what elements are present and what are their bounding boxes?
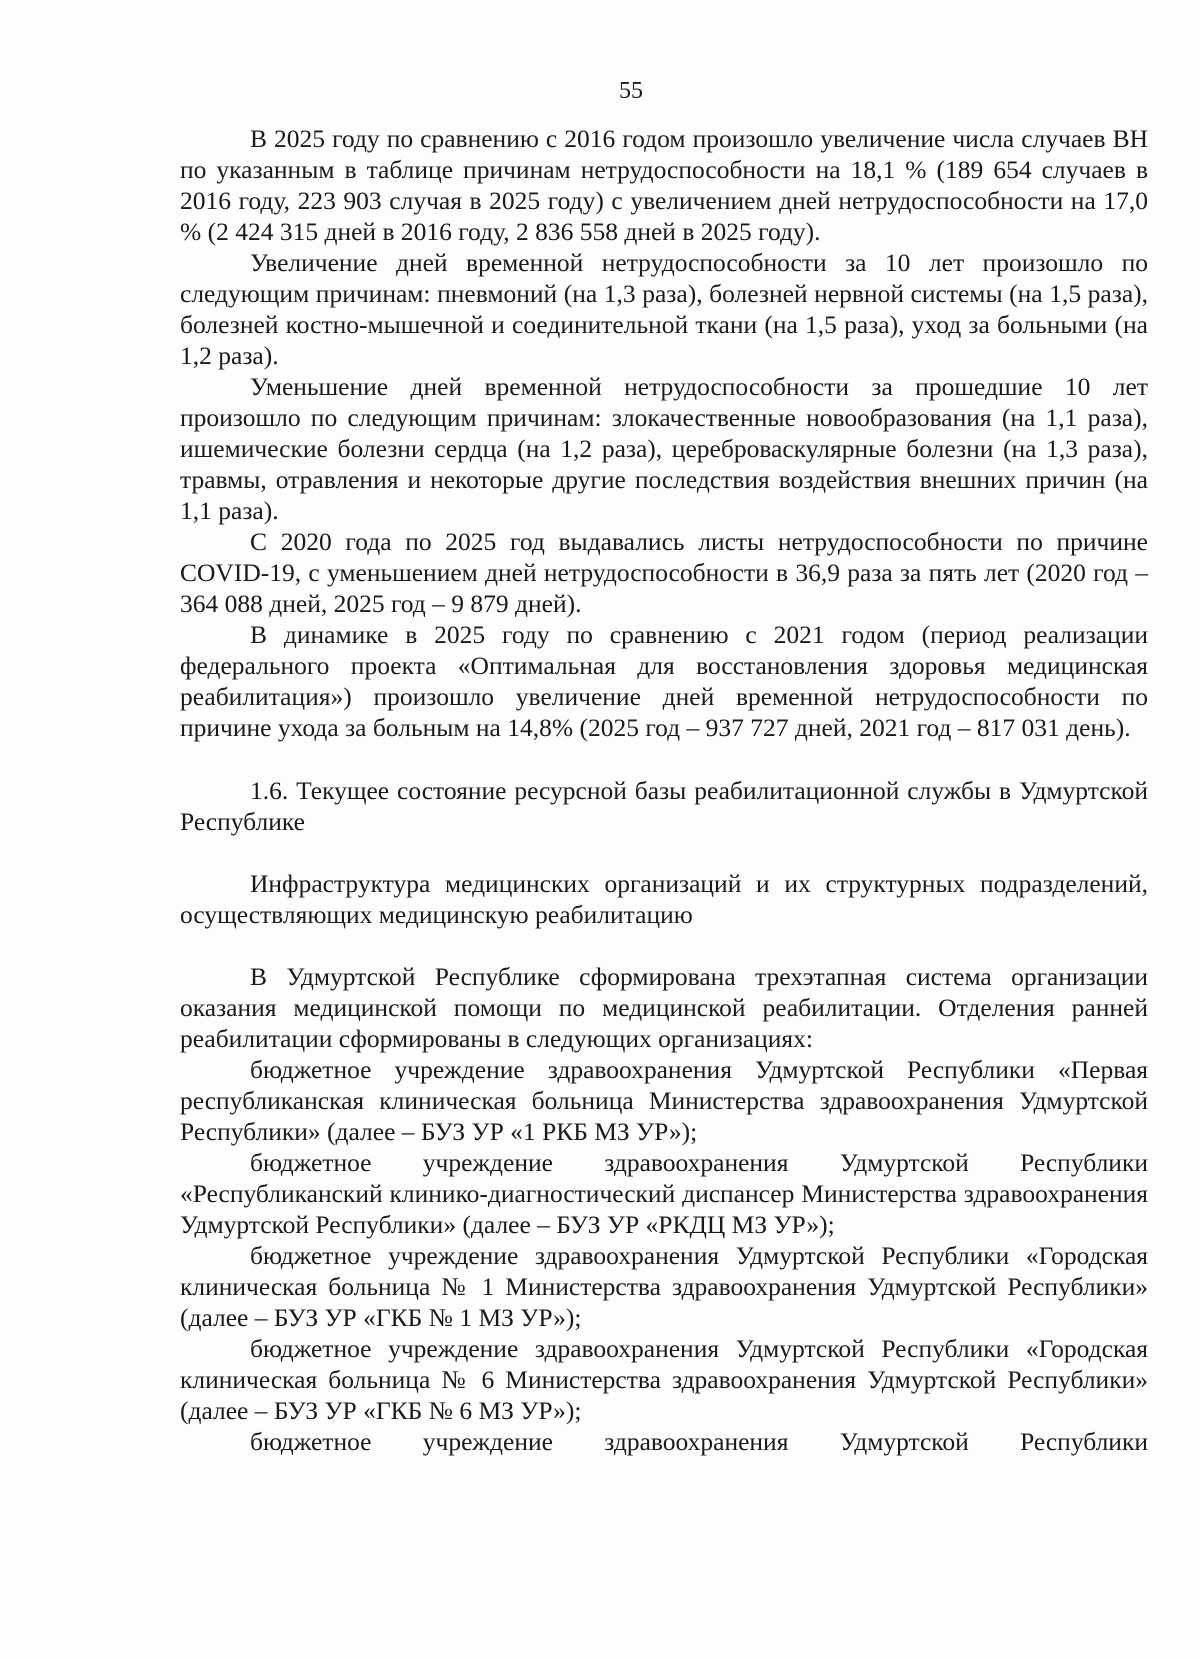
paragraph: Увеличение дней временной нетрудоспособности за 10 лет произошло по следующим причинам: пневмоний (на 1,3 раза), болезней нервной системы (на 1,5 раза), болезней костно-мышечной и соединительной ткани (на 1,5 раза), уход за больными (на 1,2 раза). — [180, 248, 1148, 370]
organization-item: бюджетное учреждение здравоохранения Удмуртской Республики «Городская клиническая больница № 1 Министерства здравоохранения Удмуртской Республики» (далее – БУЗ УР «ГКБ № 1 МЗ УР»); — [180, 1241, 1148, 1332]
section-heading: 1.6. Текущее состояние ресурсной базы реабилитационной службы в Удмуртской Республике — [180, 776, 1148, 836]
subheading: Инфраструктура медицинских организаций и их структурных подразделений, осуществляющих медицинскую реабилитацию — [180, 869, 1148, 929]
page-number: 55 — [619, 78, 643, 104]
organization-item: бюджетное учреждение здравоохранения Удмуртской Республики «Первая республиканская клиническая больница Министерства здравоохранения Удмуртской Республики» (далее – БУЗ УР «1 РКБ МЗ УР»); — [180, 1055, 1148, 1146]
intro-paragraph: В Удмуртской Республике сформирована трехэтапная система организации оказания медицинской помощи по медицинской реабилитации. Отделения ранней реабилитации сформированы в следующих организациях: — [180, 962, 1148, 1053]
paragraph: Уменьшение дней временной нетрудоспособности за прошедшие 10 лет произошло по следующим причинам: злокачественные новообразования (на 1,1 раза), ишемические болезни сердца (на 1,2 раза), цереброваскулярные болезни (на 1,3 раза), травмы, отравления и некоторые другие последствия воздействия внешних причин (на 1,1 раза). — [180, 372, 1148, 525]
organization-item: бюджетное учреждение здравоохранения Удмуртской Республики — [250, 1427, 1148, 1456]
paragraph: С 2020 года по 2025 год выдавались листы нетрудоспособности по причине COVID-19, с уменьшением дней нетрудоспособности в 36,9 раза за пять лет (2020 год – 364 088 дней, 2025 год – 9 879 дней). — [180, 527, 1148, 618]
organization-item: бюджетное учреждение здравоохранения Удмуртской Республики «Республиканский клинико-диагностический диспансер Министерства здравоохранения Удмуртской Республики» (далее – БУЗ УР «РКДЦ МЗ УР»); — [180, 1148, 1148, 1239]
paragraph: В 2025 году по сравнению с 2016 годом произошло увеличение числа случаев ВН по указанным в таблице причинам нетрудоспособности на 18,1 % (189 654 случаев в 2016 году, 223 903 случая в 2025 году) с увеличением дней нетрудоспособности на 17,0 % (2 424 315 дней в 2016 году, 2 836 558 дней в 2025 году). — [180, 124, 1148, 246]
document-body — [180, 123, 1148, 1457]
paragraph: В динамике в 2025 году по сравнению с 2021 годом (период реализации федерального проекта «Оптимальная для восстановления здоровья медицинская реабилитация») произошло увеличение дней временной нетрудоспособности по причине ухода за больным на 14,8% (2025 год – 937 727 дней, 2021 год – 817 031 день). — [180, 620, 1148, 742]
organization-item: бюджетное учреждение здравоохранения Удмуртской Республики «Городская клиническая больница № 6 Министерства здравоохранения Удмуртской Республики» (далее – БУЗ УР «ГКБ № 6 МЗ УР»); — [180, 1334, 1148, 1425]
